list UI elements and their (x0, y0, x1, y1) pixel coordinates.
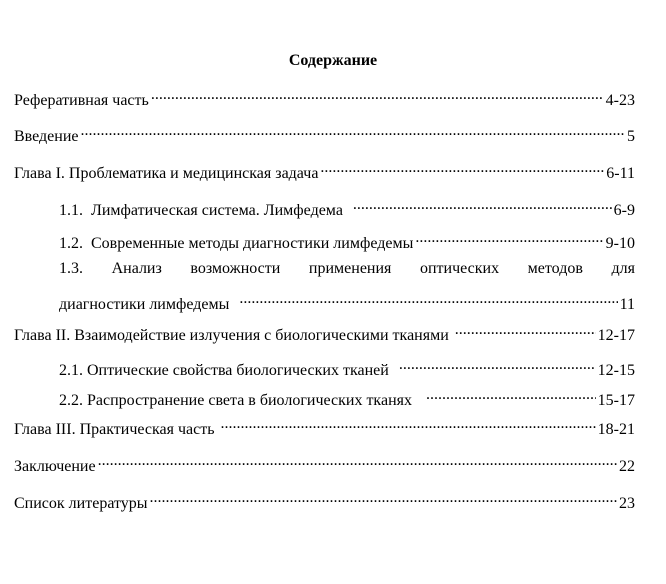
toc-entry-chapter-3 (14, 414, 635, 440)
toc-entry-page: 6-9 (613, 202, 635, 219)
toc-entry-introduction (14, 121, 635, 147)
dot-leader (151, 85, 604, 105)
toc-entry-label: 2.2. Распространение света в биологических тканях (59, 392, 412, 409)
toc-entry-page: 9-10 (605, 235, 635, 252)
toc-entry-label: Глава III. Практическая часть (14, 421, 215, 438)
toc-entry-label: Реферативная часть (14, 92, 149, 109)
toc-entry-conclusion (14, 451, 635, 477)
toc-entry-label: 1.2. Современные методы диагностики лимфедемы (59, 235, 414, 252)
toc-entry-page: 5 (627, 128, 635, 145)
toc-entry-chapter-1 (14, 158, 635, 184)
toc-entry-page: 18-21 (597, 421, 635, 438)
toc-title: Содержание (288, 52, 378, 69)
dot-leader (455, 320, 596, 340)
toc-entry-page: 12-15 (597, 362, 635, 379)
dot-leader (320, 158, 604, 178)
toc-word: возможности (190, 260, 281, 277)
toc-entry-label: диагностики лимфедемы (59, 296, 230, 313)
toc-entry-label: Глава II. Взаимодействие излучения с биологическими тканями (14, 327, 449, 344)
dot-leader (426, 385, 596, 405)
toc-entry-section-1-2 (59, 228, 635, 254)
toc-word: Анализ (111, 260, 162, 277)
toc-entry-chapter-2 (14, 320, 635, 346)
toc-entry-page: 4-23 (605, 92, 635, 109)
toc-entry-page: 11 (619, 296, 635, 313)
toc-entry-label: Глава I. Проблематика и медицинская задача (14, 165, 319, 182)
dot-leader (239, 289, 617, 309)
toc-word: оптических (419, 260, 500, 277)
toc-word: 1.3. (59, 260, 83, 277)
toc-word: для (611, 260, 635, 277)
toc-entry-page: 15-17 (597, 392, 635, 409)
toc-entry-section-2-1 (59, 355, 635, 381)
dot-leader (353, 195, 612, 215)
dot-leader (150, 488, 617, 508)
dot-leader (81, 121, 626, 141)
toc-word: применения (308, 260, 392, 277)
toc-entry-section-1-3-line2 (59, 289, 635, 315)
toc-entry-abstract (14, 85, 635, 111)
toc-entry-label: Заключение (14, 458, 96, 475)
toc-entry-section-2-2 (59, 385, 635, 411)
toc-entry-section-1-3-line1 (59, 259, 635, 279)
toc-entry-references (14, 488, 635, 514)
toc-entry-page: 23 (619, 495, 635, 512)
toc-entry-label: 2.1. Оптические свойства биологических тканей (59, 362, 389, 379)
toc-entry-label: Список литературы (14, 495, 148, 512)
toc-entry-page: 22 (619, 458, 635, 475)
dot-leader (399, 355, 596, 375)
toc-entry-label: Введение (14, 128, 79, 145)
dot-leader (415, 228, 603, 248)
toc-entry-page: 12-17 (597, 327, 635, 344)
toc-entry-section-1-1 (59, 195, 635, 221)
toc-entry-label: 1.1. Лимфатическая система. Лимфедема (59, 202, 343, 219)
dot-leader (98, 451, 617, 471)
dot-leader (221, 414, 596, 434)
toc-entry-page: 6-11 (606, 165, 635, 182)
toc-word: методов (527, 260, 583, 277)
